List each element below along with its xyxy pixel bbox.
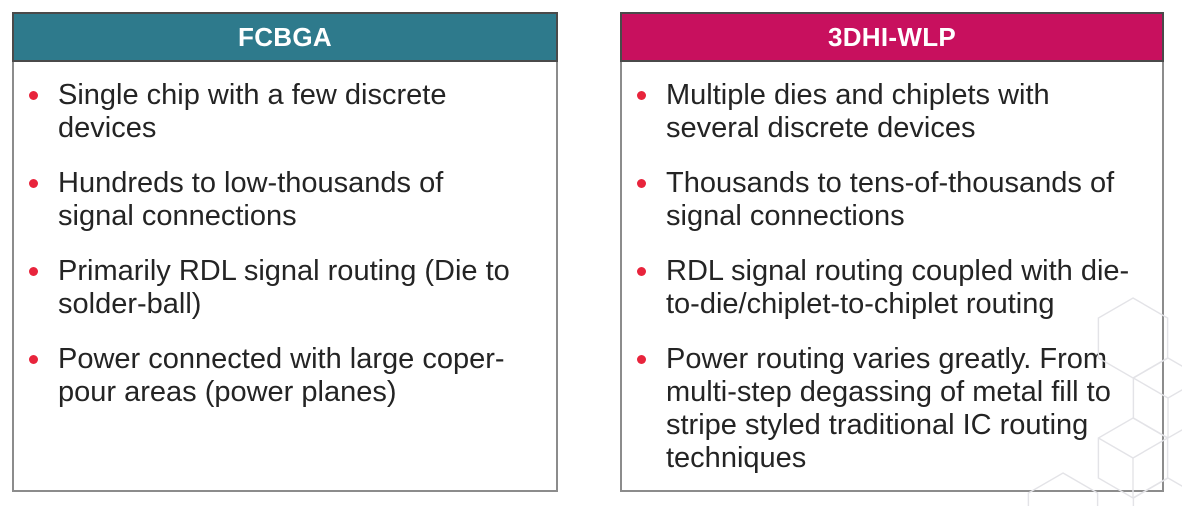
list-item: [637, 167, 1154, 233]
bullet-text-line: Hundreds to low-thousands of: [58, 167, 444, 199]
bullet-text-line: Multiple dies and chiplets with: [666, 79, 1050, 111]
bullet-icon: [29, 355, 38, 364]
dhi-wlp-bullet-list: [637, 79, 1154, 475]
bullet-text: [666, 255, 1129, 321]
bullet-text: [666, 343, 1111, 475]
bullet-text-line: Power routing varies greatly. From: [666, 343, 1108, 375]
bullet-text: [666, 79, 1050, 145]
fcbga-title: FCBGA: [238, 21, 332, 52]
bullet-icon: [637, 267, 646, 276]
bullet-text: [58, 79, 446, 145]
bullet-icon: [29, 179, 38, 188]
bullet-icon: [637, 355, 646, 364]
dhi-wlp-body: [620, 62, 1164, 492]
bullet-text-line: pour areas (power planes): [58, 376, 397, 408]
fcbga-body: [12, 62, 558, 492]
bullet-icon: [637, 91, 646, 100]
bullet-text-line: signal connections: [666, 200, 905, 232]
list-item: [637, 343, 1154, 475]
list-item: [29, 167, 548, 233]
bullet-text-line: Single chip with a few discrete: [58, 79, 447, 111]
bullet-text: [666, 167, 1114, 233]
dhi-wlp-panel: [620, 12, 1164, 492]
fcbga-header: [12, 12, 558, 62]
bullet-text-line: RDL signal routing coupled with die-: [666, 255, 1130, 287]
list-item: [29, 79, 548, 145]
dhi-wlp-header: [620, 12, 1164, 62]
bullet-text-line: signal connections: [58, 200, 297, 232]
bullet-text: [58, 343, 505, 409]
bullet-text-line: multi-step degassing of metal fill to: [666, 376, 1111, 408]
bullet-icon: [29, 91, 38, 100]
bullet-text-line: stripe styled traditional IC routing: [666, 409, 1089, 441]
bullet-text-line: devices: [58, 112, 157, 144]
list-item: [637, 79, 1154, 145]
bullet-text: [58, 255, 510, 321]
list-item: [637, 255, 1154, 321]
bullet-text-line: to-die/chiplet-to-chiplet routing: [666, 288, 1055, 320]
fcbga-bullet-list: [29, 79, 548, 409]
bullet-text-line: Primarily RDL signal routing (Die to: [58, 255, 510, 287]
bullet-icon: [637, 179, 646, 188]
bullet-text-line: Thousands to tens-of-thousands of: [666, 167, 1115, 199]
bullet-text-line: several discrete devices: [666, 112, 976, 144]
bullet-text: [58, 167, 443, 233]
dhi-wlp-title: 3DHI-WLP: [827, 21, 957, 52]
bullet-text-line: solder-ball): [58, 288, 202, 320]
list-item: [29, 255, 548, 321]
fcbga-panel: [12, 12, 558, 492]
bullet-icon: [29, 267, 38, 276]
bullet-text-line: techniques: [666, 442, 807, 474]
bullet-text-line: Power connected with large coper-: [58, 343, 505, 375]
list-item: [29, 343, 548, 409]
